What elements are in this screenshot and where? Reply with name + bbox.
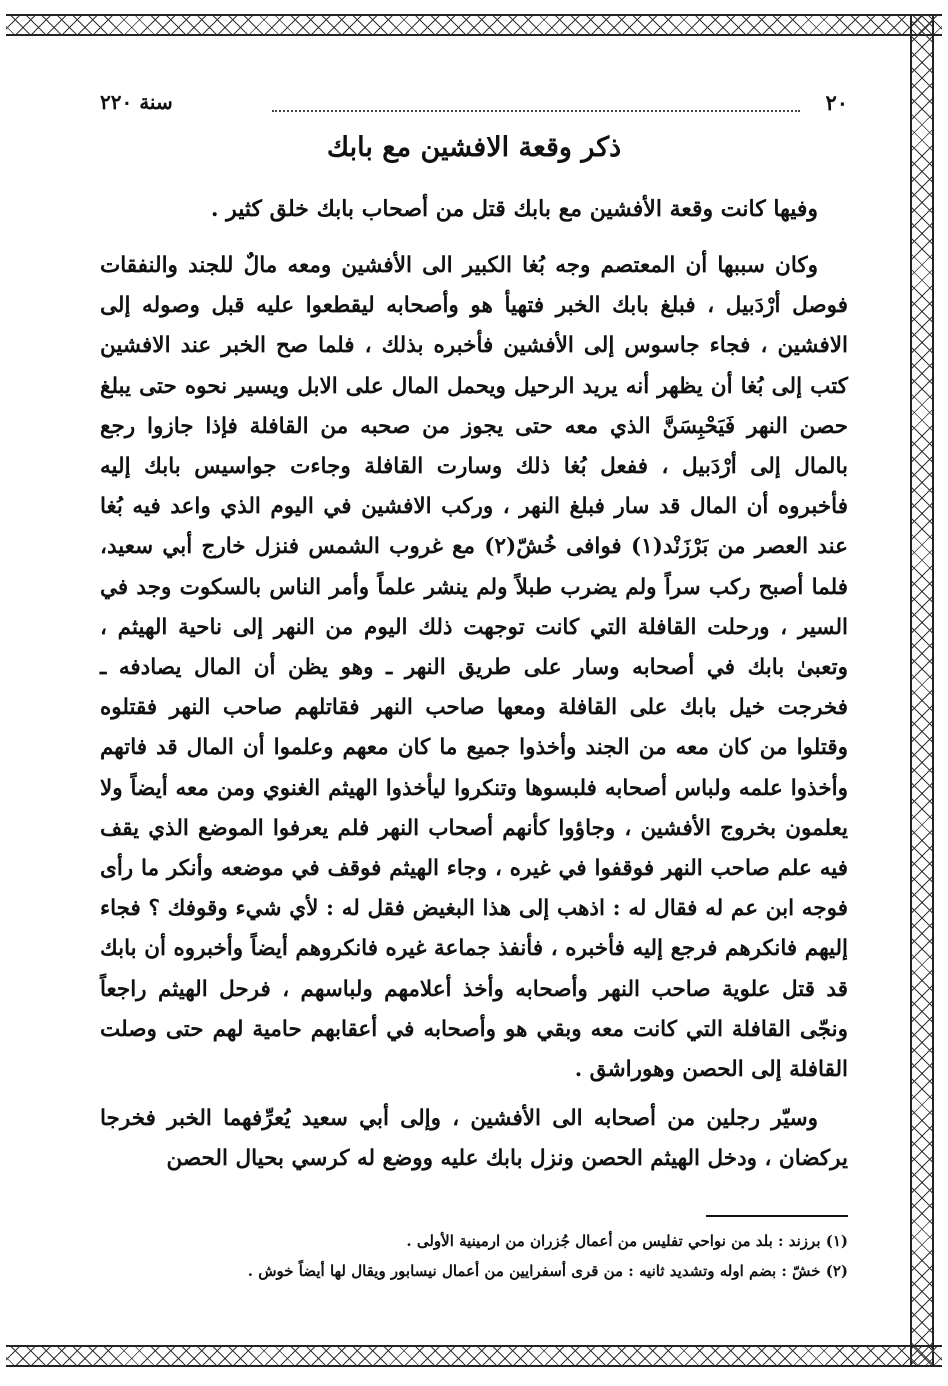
decorative-border-bottom <box>6 1345 942 1367</box>
chapter-title: ذكر وقعة الافشين مع بابك <box>326 132 622 163</box>
body-text <box>100 246 848 1180</box>
decorative-border-right <box>910 14 934 1367</box>
footnote-1: (١) برزند : بلد من نواحي تفليس من أعمال جُزران من ارمينية الأولى . <box>406 1232 848 1250</box>
page-number: ٢٠ <box>825 90 848 115</box>
footnote-2: (٢) خشّ : بضم اوله وتشديد ثانيه : من قرى أسفرايين من أعمال نيسابور ويقال لها أيضاً خوش . <box>247 1262 848 1280</box>
footnote-divider <box>706 1215 848 1217</box>
paragraph: وكان سببها أن المعتصم وجه بُغا الكبير الى الأفشين ومعه مالٌ للجند والنفقات فوصل أرْدَبيل ، فبلغ بابك الخبر فتهيأ هو وأصحابه ليقطعوا عليه قبل وصوله إلى الافشين ، فجاء جاسوس إلى الأفشين فأخبره بذلك ، فلما صح الخبر عند الافشين كتب إلى بُغا أن يظهر أنه يريد الرحيل ويحمل المال على الابل ويسير نحوه حتى يبلغ حصن النهر فَيَحْبِسَنَّ الذي معه حتى يجوز من صحبه من القافلة فإذا جازوا رجع بالمال إلى أرْدَبيل ، ففعل بُغا ذلك وسارت القافلة وجاءت جواسيس بابك إليه فأخبروه أن المال قد سار فبلغ النهر ، وركب الافشين في اليوم الذي واعد فيه بُغا عند العصر من بَرْزَنْد(١) فوافى خُشّ(٢) مع غروب الشمس فنزل خارج أبي سعيد، فلما أصبح ركب سراً ولم يضرب طبلاً ولم ينشر علماً وأمر الناس بالسكوت وجد في السير ، ورحلت القافلة التي كانت توجهت ذلك اليوم من النهر إلى ناحية الهيثم ، وتعبىٰ بابك في أصحابه وسار على طريق النهر ـ وهو يظن أن المال يصادفه ـ فخرجت خيل بابك على القافلة ومعها صاحب النهر فقاتلهم صاحب النهر فقتلوه وقتلوا من كان معه من الجند وأخذوا جميع ما كان معهم وعلموا أن المال قد فاتهم وأخذوا علمه ولباس أصحابه فلبسوها وتنكروا ليأخذوا الهيثم الغنوي ومن معه أيضاً ولا يعلمون بخروج الأفشين ، وجاؤوا كأنهم أصحاب النهر فلم يعرفوا الموضع الذي يقف فيه علم صاحب النهر فوقفوا في غيره ، وجاء الهيثم فوقف في موضعه وأنكر ما رأى فوجه ابن عم له فقال له : اذهب إلى هذا البغيض فقل له : لأي شيء وقوفك ؟ فجاء إليهم فانكرهم فرجع إليه فأخبره ، فأنفذ جماعة غيره فانكروهم أيضاً وأخبروه أن بابك قد قتل علوية صاحب النهر وأصحابه وأخذ أعلامهم ولباسهم ، فرحل الهيثم راجعاً ونجّى القافلة التي كانت معه وبقي هو وأصحابه في أعقابهم حامية لهم حتى وصلت القافلة إلى الحصن وهوراشق . <box>100 253 849 1083</box>
footnotes <box>100 1226 848 1286</box>
decorative-border-top <box>6 14 942 36</box>
paragraph: وسيّر رجلين من أصحابه الى الأفشين ، وإلى أبي سعيد يُعرِّفهما الخبر فخرجا يركضان ، ودخل الهيثم الحصن ونزل بابك عليه ووضع له كرسي بحيال الحصن <box>100 1106 848 1172</box>
intro-line: وفيها كانت وقعة الأفشين مع بابك قتل من أصحاب بابك خلق كثير . <box>210 196 818 222</box>
page-header <box>100 88 848 120</box>
header-dotted-line <box>272 110 800 112</box>
year-label: سنة ٢٢٠ <box>100 90 173 114</box>
